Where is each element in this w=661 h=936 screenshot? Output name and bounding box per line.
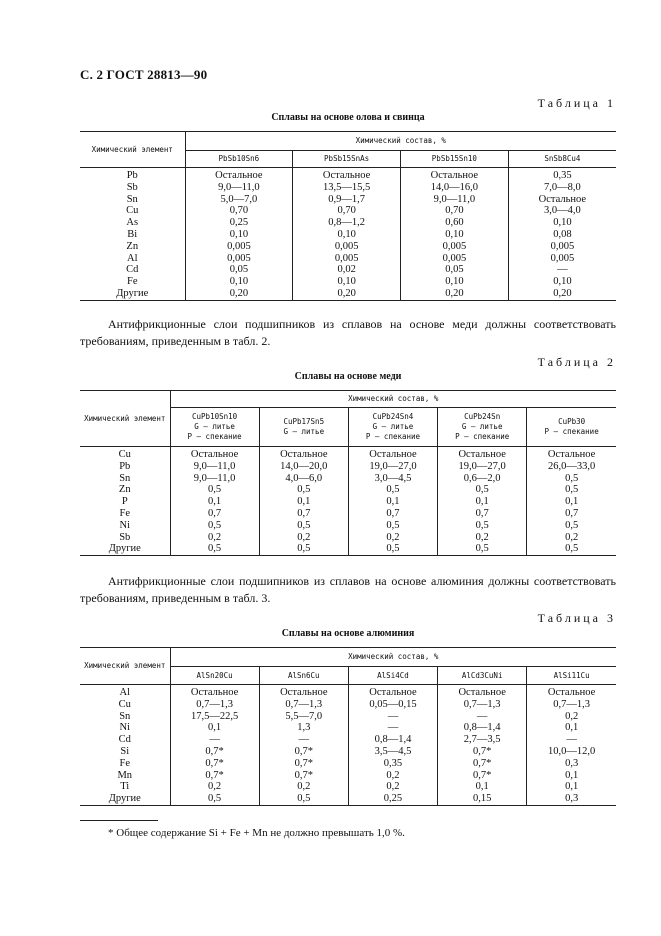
value-cell: 0,7* xyxy=(259,770,348,782)
paragraph-2 xyxy=(80,573,616,607)
value-cell: 0,5 xyxy=(348,543,437,555)
footnote: * Общее содержание Si + Fe + Mn не должно превышать 1,0 %. xyxy=(108,827,405,839)
table3 xyxy=(80,647,616,806)
element-cell: Cd xyxy=(118,734,131,746)
value-cell: 0,05 xyxy=(185,264,293,276)
value-cell: 0,2 xyxy=(170,781,259,793)
value-cell: 0,2 xyxy=(438,532,527,544)
value-cell: — xyxy=(170,734,259,746)
value-cell: 0,35 xyxy=(508,168,616,182)
value-cell: 0,2 xyxy=(170,532,259,544)
table1-label: Таблица 1 xyxy=(537,96,616,110)
value-cell: 5,0—7,0 xyxy=(185,194,293,206)
value-cell: 0,35 xyxy=(348,758,437,770)
element-cell: Cu xyxy=(126,205,139,217)
value-cell: 0,7* xyxy=(259,746,348,758)
value-cell: 0,005 xyxy=(293,241,401,253)
value-cell: 9,0—11,0 xyxy=(170,473,259,485)
value-cell: 0,5 xyxy=(438,520,527,532)
element-cell: Sn xyxy=(126,193,138,205)
value-cell: 9,0—11,0 xyxy=(185,182,293,194)
value-cell: 13,5—15,5 xyxy=(293,182,401,194)
value-cell: 0,10 xyxy=(185,229,293,241)
value-cell: 0,7 xyxy=(438,508,527,520)
value-cell: — xyxy=(348,722,437,734)
table2 xyxy=(80,390,616,556)
table-row xyxy=(80,205,616,217)
value-cell: 0,6—2,0 xyxy=(438,473,527,485)
value-cell: 1,3 xyxy=(259,722,348,734)
value-cell: — xyxy=(348,711,437,723)
element-cell: Al xyxy=(119,687,130,698)
value-cell: 0,10 xyxy=(293,276,401,288)
value-cell: 0,10 xyxy=(185,276,293,288)
table-row xyxy=(80,276,616,288)
value-cell: 0,5 xyxy=(259,543,348,555)
table3-label: Таблица 3 xyxy=(537,611,616,625)
value-cell: Остальное xyxy=(293,168,401,182)
value-cell: — xyxy=(508,264,616,276)
value-cell: 0,7* xyxy=(438,758,527,770)
value-cell: 0,10 xyxy=(401,276,509,288)
value-cell: 9,0—11,0 xyxy=(401,194,509,206)
table-row xyxy=(80,473,616,485)
value-cell: 0,3 xyxy=(527,758,616,770)
table1-col-header: PbSb15Sn10 xyxy=(401,151,509,168)
value-cell: 14,0—20,0 xyxy=(259,461,348,473)
value-cell: 0,1 xyxy=(259,496,348,508)
value-cell: 0,10 xyxy=(293,229,401,241)
table-row xyxy=(80,532,616,544)
value-cell: 0,8—1,4 xyxy=(438,722,527,734)
element-cell: Cd xyxy=(126,264,139,276)
element-cell: Al xyxy=(127,252,138,264)
value-cell: 0,5 xyxy=(527,543,616,555)
value-cell: 0,5 xyxy=(527,473,616,485)
value-cell: 0,1 xyxy=(438,781,527,793)
value-cell: 0,2 xyxy=(259,532,348,544)
value-cell: 0,5 xyxy=(259,520,348,532)
value-cell: 0,2 xyxy=(527,532,616,544)
value-cell: 5,5—7,0 xyxy=(259,711,348,723)
value-cell: 0,7—1,3 xyxy=(527,699,616,711)
value-cell: 0,8—1,2 xyxy=(293,217,401,229)
value-cell: Остальное xyxy=(527,685,616,699)
table2-label: Таблица 2 xyxy=(537,355,616,369)
value-cell: 17,5—22,5 xyxy=(170,711,259,723)
value-cell: Остальное xyxy=(185,168,293,182)
table2-col-header: CuPb10Sn10 G — литье P — спекание xyxy=(170,408,259,447)
value-cell: 0,20 xyxy=(401,288,509,300)
element-cell: Mn xyxy=(117,769,133,781)
element-cell: Cu xyxy=(118,698,131,710)
value-cell: 0,5 xyxy=(259,793,348,805)
table1-composition-header: Химический состав, % xyxy=(185,132,616,151)
value-cell: 0,7* xyxy=(170,746,259,758)
table3-element-header: Химический элемент xyxy=(80,648,170,685)
table2-col-header: CuPb24Sn4 G — литье P — спекание xyxy=(348,408,437,447)
element-cell: Zn xyxy=(126,240,139,252)
value-cell: 0,20 xyxy=(293,288,401,300)
table-row xyxy=(80,264,616,276)
table3-col-header: AlSn6Cu xyxy=(259,667,348,685)
value-cell: 0,5 xyxy=(348,520,437,532)
element-cell: Pb xyxy=(126,170,138,181)
table-row xyxy=(80,241,616,253)
value-cell: — xyxy=(438,711,527,723)
table2-col-header: CuPb24Sn G — литье P — спекание xyxy=(438,408,527,447)
element-cell: Cu xyxy=(118,449,131,460)
table2-composition-header: Химический состав, % xyxy=(170,391,616,408)
value-cell: 0,15 xyxy=(438,793,527,805)
value-cell: 0,005 xyxy=(185,241,293,253)
value-cell: 0,1 xyxy=(348,496,437,508)
value-cell: 0,08 xyxy=(508,229,616,241)
value-cell: 0,005 xyxy=(508,241,616,253)
value-cell: 10,0—12,0 xyxy=(527,746,616,758)
table-row xyxy=(80,543,616,555)
element-cell: P xyxy=(121,496,128,508)
table-row xyxy=(80,722,616,734)
value-cell: 19,0—27,0 xyxy=(438,461,527,473)
value-cell: 0,25 xyxy=(348,793,437,805)
table1-col-header: PbSb10Sn6 xyxy=(185,151,293,168)
table3-col-header: AlSi4Cd xyxy=(348,667,437,685)
table2-title: Сплавы на основе меди xyxy=(294,371,402,382)
element-cell: Pb xyxy=(119,460,131,472)
value-cell: 0,7 xyxy=(348,508,437,520)
value-cell: 4,0—6,0 xyxy=(259,473,348,485)
table-row xyxy=(80,508,616,520)
element-cell: Sn xyxy=(119,472,131,484)
value-cell: 0,7* xyxy=(259,758,348,770)
table1-col-header: PbSb15SnAs xyxy=(293,151,401,168)
value-cell: 0,5 xyxy=(170,520,259,532)
value-cell: 0,25 xyxy=(185,217,293,229)
value-cell: 0,10 xyxy=(508,217,616,229)
value-cell: 0,2 xyxy=(348,781,437,793)
value-cell: 0,02 xyxy=(293,264,401,276)
value-cell: 0,2 xyxy=(527,711,616,723)
element-cell: Ti xyxy=(120,781,130,793)
value-cell: 0,8—1,4 xyxy=(348,734,437,746)
table-row xyxy=(80,217,616,229)
element-cell: Fe xyxy=(127,276,138,288)
table-row xyxy=(80,699,616,711)
element-cell: Другие xyxy=(80,288,185,300)
element-cell: As xyxy=(126,217,139,229)
value-cell: 14,0—16,0 xyxy=(401,182,509,194)
value-cell: 0,005 xyxy=(185,253,293,265)
table2-col-header: CuPb30 P — спекание xyxy=(527,408,616,447)
table-row xyxy=(80,461,616,473)
element-cell: Ni xyxy=(119,722,130,734)
table1-col-header: SnSb8Cu4 xyxy=(508,151,616,168)
value-cell: 0,1 xyxy=(527,496,616,508)
value-cell: 0,1 xyxy=(527,770,616,782)
value-cell: — xyxy=(527,734,616,746)
value-cell: 0,005 xyxy=(293,253,401,265)
value-cell: 19,0—27,0 xyxy=(348,461,437,473)
footnote-rule xyxy=(80,820,158,821)
table-row xyxy=(80,734,616,746)
value-cell: 7,0—8,0 xyxy=(508,182,616,194)
value-cell: 0,1 xyxy=(170,722,259,734)
table2-col-header: CuPb17Sn5 G — литье xyxy=(259,408,348,447)
element-cell: Sn xyxy=(119,710,131,722)
value-cell: 0,10 xyxy=(401,229,509,241)
element-cell: Fe xyxy=(119,507,130,519)
value-cell: 0,3 xyxy=(527,793,616,805)
value-cell: 2,7—3,5 xyxy=(438,734,527,746)
table-row xyxy=(80,229,616,241)
table3-title: Сплавы на основе алюминия xyxy=(281,628,415,639)
paragraph-2-text: Антифрикционные слои подшипников из сплавов на основе алюминия должны соответствовать требованиям, приведенным в табл. 3. xyxy=(80,574,616,605)
value-cell: Остальное xyxy=(438,447,527,461)
value-cell: 0,7—1,3 xyxy=(170,699,259,711)
table-row xyxy=(80,168,616,182)
value-cell: 0,005 xyxy=(401,253,509,265)
value-cell: 3,0—4,5 xyxy=(348,473,437,485)
value-cell: Остальное xyxy=(348,447,437,461)
value-cell: Остальное xyxy=(438,685,527,699)
table-row xyxy=(80,758,616,770)
value-cell: 0,005 xyxy=(508,253,616,265)
table-row xyxy=(80,685,616,699)
value-cell: 0,10 xyxy=(508,276,616,288)
table-row xyxy=(80,253,616,265)
value-cell: Остальное xyxy=(508,194,616,206)
value-cell: — xyxy=(259,734,348,746)
value-cell: 0,5 xyxy=(259,484,348,496)
value-cell: 0,5 xyxy=(438,543,527,555)
table-row xyxy=(80,194,616,206)
value-cell: 0,5 xyxy=(170,543,259,555)
element-cell: Fe xyxy=(119,757,130,769)
value-cell: 0,9—1,7 xyxy=(293,194,401,206)
element-cell: Zn xyxy=(118,484,131,496)
table2-element-header: Химический элемент xyxy=(80,391,170,447)
value-cell: Остальное xyxy=(259,685,348,699)
value-cell: 0,7—1,3 xyxy=(259,699,348,711)
table3-col-header: AlSi11Cu xyxy=(527,667,616,685)
table-row xyxy=(80,746,616,758)
value-cell: 0,60 xyxy=(401,217,509,229)
table-row xyxy=(80,447,616,461)
value-cell: 26,0—33,0 xyxy=(527,461,616,473)
element-cell: Другие xyxy=(80,793,170,805)
value-cell: 0,1 xyxy=(170,496,259,508)
element-cell: Другие xyxy=(80,543,170,555)
value-cell: 9,0—11,0 xyxy=(170,461,259,473)
table3-composition-header: Химический состав, % xyxy=(170,648,616,667)
table1-element-header: Химический элемент xyxy=(80,132,185,168)
value-cell: 0,7—1,3 xyxy=(438,699,527,711)
value-cell: 0,5 xyxy=(438,484,527,496)
table-row xyxy=(80,770,616,782)
value-cell: 0,05—0,15 xyxy=(348,699,437,711)
value-cell: 0,70 xyxy=(401,205,509,217)
value-cell: 0,5 xyxy=(170,793,259,805)
value-cell: 0,70 xyxy=(185,205,293,217)
paragraph-1-text: Антифрикционные слои подшипников из сплавов на основе меди должны соответствовать требованиям, приведенным в табл. 2. xyxy=(80,317,616,348)
value-cell: 0,1 xyxy=(438,496,527,508)
table1-title: Сплавы на основе олова и свинца xyxy=(271,112,425,123)
table-row xyxy=(80,781,616,793)
value-cell: 0,7* xyxy=(170,770,259,782)
value-cell: 0,2 xyxy=(348,770,437,782)
value-cell: Остальное xyxy=(259,447,348,461)
value-cell: Остальное xyxy=(527,447,616,461)
table3-col-header: AlCd3CuNi xyxy=(438,667,527,685)
value-cell: 0,20 xyxy=(185,288,293,300)
table-row xyxy=(80,793,616,805)
value-cell: 0,1 xyxy=(527,722,616,734)
value-cell: 0,7* xyxy=(438,770,527,782)
element-cell: Sb xyxy=(126,181,138,193)
value-cell: 0,7 xyxy=(170,508,259,520)
element-cell: Ni xyxy=(119,519,130,531)
value-cell: 0,2 xyxy=(259,781,348,793)
value-cell: 0,2 xyxy=(348,532,437,544)
value-cell: 0,7 xyxy=(527,508,616,520)
element-cell: Si xyxy=(120,745,130,757)
value-cell: 0,5 xyxy=(348,484,437,496)
table-row xyxy=(80,520,616,532)
value-cell: 0,20 xyxy=(508,288,616,300)
table-row xyxy=(80,484,616,496)
value-cell: 3,5—4,5 xyxy=(348,746,437,758)
table-row xyxy=(80,288,616,300)
value-cell: 0,05 xyxy=(401,264,509,276)
value-cell: 0,5 xyxy=(527,484,616,496)
value-cell: 0,7* xyxy=(170,758,259,770)
value-cell: Остальное xyxy=(170,685,259,699)
value-cell: Остальное xyxy=(401,168,509,182)
value-cell: Остальное xyxy=(170,447,259,461)
page-header: С. 2 ГОСТ 28813—90 xyxy=(80,67,208,82)
table1 xyxy=(80,131,616,301)
value-cell: 0,5 xyxy=(170,484,259,496)
value-cell: 0,7 xyxy=(259,508,348,520)
element-cell: Bi xyxy=(127,228,138,240)
value-cell: 0,1 xyxy=(527,781,616,793)
value-cell: 3,0—4,0 xyxy=(508,205,616,217)
table-row xyxy=(80,182,616,194)
table-row xyxy=(80,711,616,723)
paragraph-1 xyxy=(80,316,616,350)
value-cell: 0,5 xyxy=(527,520,616,532)
value-cell: 0,005 xyxy=(401,241,509,253)
table3-col-header: AlSn20Cu xyxy=(170,667,259,685)
element-cell: Sb xyxy=(119,531,131,543)
value-cell: 0,7* xyxy=(438,746,527,758)
value-cell: 0,70 xyxy=(293,205,401,217)
value-cell: Остальное xyxy=(348,685,437,699)
table-row xyxy=(80,496,616,508)
